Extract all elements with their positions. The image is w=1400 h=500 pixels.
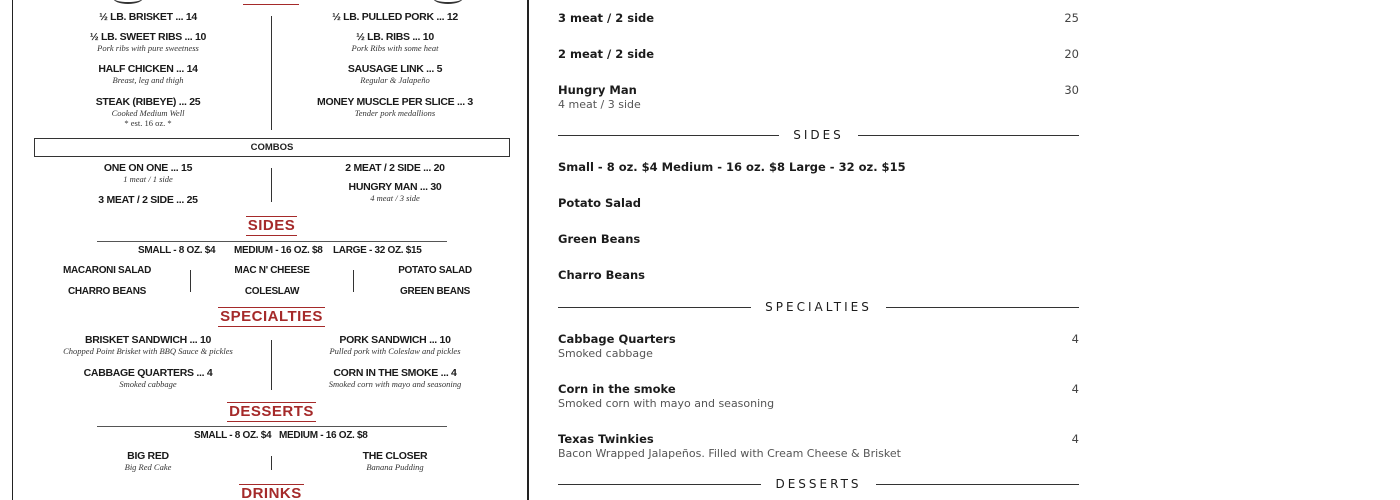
specialty-item xyxy=(285,334,505,356)
meat-item-name: HALF CHICKEN ... 14 xyxy=(98,63,198,75)
meat-item xyxy=(38,11,258,23)
section-header-specialties xyxy=(558,299,1079,315)
menu-item-price: 25 xyxy=(1064,11,1079,25)
divider-top xyxy=(271,16,272,130)
specialty-item xyxy=(38,367,258,389)
combo-item xyxy=(38,162,258,184)
combo-item xyxy=(285,162,505,174)
decor-red-rule xyxy=(243,4,299,5)
meat-item-name: ½ LB. PULLED PORK ... 12 xyxy=(332,11,458,23)
specialty-item-name: CORN IN THE SMOKE ... 4 xyxy=(333,367,457,379)
menu-item xyxy=(558,11,1079,25)
menu-item xyxy=(558,332,1079,360)
menu-item xyxy=(558,83,1079,111)
menu-item-name: 2 meat / 2 side xyxy=(558,47,655,61)
divider-sides-b xyxy=(353,270,354,292)
meat-item xyxy=(285,96,505,118)
menu-item xyxy=(558,382,1079,410)
section-rule xyxy=(558,307,751,308)
menu-item xyxy=(558,196,1079,210)
specialty-item-desc: Smoked corn with mayo and seasoning xyxy=(328,379,462,389)
meat-item-name: ½ LB. RIBS ... 10 xyxy=(356,31,434,43)
side-item: CHARRO BEANS xyxy=(67,286,147,297)
combo-item-desc: 1 meat / 1 side xyxy=(123,174,173,184)
side-item: GREEN BEANS xyxy=(399,286,471,297)
desserts-size: MEDIUM - 16 OZ. $8 xyxy=(279,430,368,441)
menu-item-name: Charro Beans xyxy=(558,268,645,282)
menu-item-name: Green Beans xyxy=(558,232,641,246)
menu-item-desc: Smoked cabbage xyxy=(558,347,653,360)
section-rule xyxy=(886,307,1079,308)
side-item: MAC N' CHEESE xyxy=(234,265,310,276)
menu-item xyxy=(558,232,1079,246)
meat-item-desc: Pork Ribs with some heat xyxy=(351,43,439,53)
menu-item-desc: Bacon Wrapped Jalapeños. Filled with Cream Cheese & Brisket xyxy=(558,447,901,460)
meat-item-note: * est. 16 oz. * xyxy=(124,118,172,128)
menu-item-price: 4 xyxy=(1071,382,1079,396)
menu-item xyxy=(558,268,1079,282)
side-item: POTATO SALAD xyxy=(398,265,472,276)
menu-item-name: Hungry Man xyxy=(558,83,637,97)
divider-specialties xyxy=(271,340,272,390)
menu-item-name: Small - 8 oz. $4 Medium - 16 oz. $8 Large - 32 oz. $15 xyxy=(558,160,906,174)
menu-item xyxy=(558,160,1079,174)
meat-item-name: ½ LB. SWEET RIBS ... 10 xyxy=(89,31,207,43)
section-rule xyxy=(858,135,1079,136)
meat-item xyxy=(285,63,505,85)
desserts-rule xyxy=(97,426,447,427)
meat-item xyxy=(285,31,505,53)
side-item: COLESLAW xyxy=(244,286,300,297)
menu-item xyxy=(558,47,1079,61)
sides-rule xyxy=(97,241,447,242)
sides-size: LARGE - 32 OZ. $15 xyxy=(333,245,422,256)
section-rule xyxy=(558,484,761,485)
sides-heading xyxy=(13,216,529,236)
section-title: DESSERTS xyxy=(775,477,862,491)
meat-item-desc: Cooked Medium Well xyxy=(111,108,185,118)
sides-size: MEDIUM - 16 OZ. $8 xyxy=(234,245,323,256)
meat-item-name: SAUSAGE LINK ... 5 xyxy=(347,63,443,75)
combo-item-name: HUNGRY MAN ... 30 xyxy=(348,181,442,193)
menu-item-desc: 4 meat / 3 side xyxy=(558,98,641,111)
menu-item-price: 20 xyxy=(1064,47,1079,61)
dessert-item xyxy=(285,450,505,472)
sides-heading-text: SIDES xyxy=(247,217,296,234)
decor-ornament-right xyxy=(433,0,463,4)
meat-item-name: MONEY MUSCLE PER SLICE ... 3 xyxy=(317,96,473,108)
menu-item-price: 4 xyxy=(1071,332,1079,346)
menu-item-name: Cabbage Quarters xyxy=(558,332,676,346)
menu-item-name: Texas Twinkies xyxy=(558,432,654,446)
web-menu xyxy=(558,0,1079,500)
specialty-item-name: PORK SANDWICH ... 10 xyxy=(339,334,451,346)
menu-item-price: 4 xyxy=(1071,432,1079,446)
specialty-item-name: BRISKET SANDWICH ... 10 xyxy=(84,334,212,346)
menu-item-price: 30 xyxy=(1064,83,1079,97)
section-title: SPECIALTIES xyxy=(765,300,872,314)
menu-image xyxy=(12,0,529,500)
combo-item xyxy=(285,181,505,203)
meat-item-desc: Pork ribs with pure sweetness xyxy=(97,43,199,53)
specialty-item xyxy=(38,334,258,356)
specialties-heading-text: SPECIALTIES xyxy=(220,308,323,325)
menu-item-desc: Smoked corn with mayo and seasoning xyxy=(558,397,775,410)
sides-size: SMALL - 8 OZ. $4 xyxy=(138,245,216,256)
menu-item-name: 3 meat / 2 side xyxy=(558,11,655,25)
combo-item xyxy=(38,194,258,206)
menu-item xyxy=(558,432,1079,460)
meat-item-desc: Tender pork medallions xyxy=(354,108,436,118)
meat-item-name: STEAK (RIBEYE) ... 25 xyxy=(95,96,201,108)
desserts-heading xyxy=(13,402,529,422)
specialty-item xyxy=(285,367,505,389)
specialties-heading xyxy=(13,307,529,327)
specialty-item-name: CABBAGE QUARTERS ... 4 xyxy=(83,367,213,379)
combo-item-name: ONE ON ONE ... 15 xyxy=(103,162,193,174)
divider-desserts xyxy=(271,456,272,470)
specialty-item-desc: Smoked cabbage xyxy=(119,379,177,389)
menu-item-name: Corn in the smoke xyxy=(558,382,676,396)
desserts-size: SMALL - 8 OZ. $4 xyxy=(194,430,272,441)
section-rule xyxy=(876,484,1079,485)
combo-item-name: 2 MEAT / 2 SIDE ... 20 xyxy=(345,162,445,174)
dessert-item-name: BIG RED xyxy=(127,450,169,462)
dessert-item-desc: Big Red Cake xyxy=(124,462,172,472)
menu-item-name: Potato Salad xyxy=(558,196,641,210)
section-header-desserts xyxy=(558,476,1079,492)
specialty-item-desc: Pulled pork with Coleslaw and pickles xyxy=(329,346,461,356)
desserts-heading-text: DESSERTS xyxy=(229,403,314,420)
decor-ornament-left xyxy=(113,0,143,4)
meat-item xyxy=(38,63,258,85)
drinks-heading-text: DRINKS xyxy=(239,484,304,500)
dessert-item xyxy=(38,450,258,472)
meat-item xyxy=(285,11,505,23)
combo-item-name: 3 MEAT / 2 SIDE ... 25 xyxy=(98,194,198,206)
drinks-heading xyxy=(13,484,529,500)
combo-item-desc: 4 meat / 3 side xyxy=(370,193,420,203)
meat-item-name: ½ LB. BRISKET ... 14 xyxy=(99,11,197,23)
meat-item xyxy=(38,31,258,53)
divider-sides-a xyxy=(190,270,191,292)
side-item: MACARONI SALAD xyxy=(62,265,152,276)
section-title: SIDES xyxy=(793,128,844,142)
divider-combos xyxy=(271,168,272,202)
meat-item-desc: Regular & Jalapeño xyxy=(360,75,430,85)
specialty-item-desc: Chopped Point Brisket with BBQ Sauce & pickles xyxy=(63,346,233,356)
meat-item-desc: Breast, leg and thigh xyxy=(112,75,184,85)
section-header-sides xyxy=(558,127,1079,143)
section-rule xyxy=(558,135,779,136)
combos-heading: COMBOS xyxy=(34,138,510,157)
meat-item xyxy=(38,96,258,128)
dessert-item-desc: Banana Pudding xyxy=(366,462,424,472)
dessert-item-name: THE CLOSER xyxy=(362,450,428,462)
